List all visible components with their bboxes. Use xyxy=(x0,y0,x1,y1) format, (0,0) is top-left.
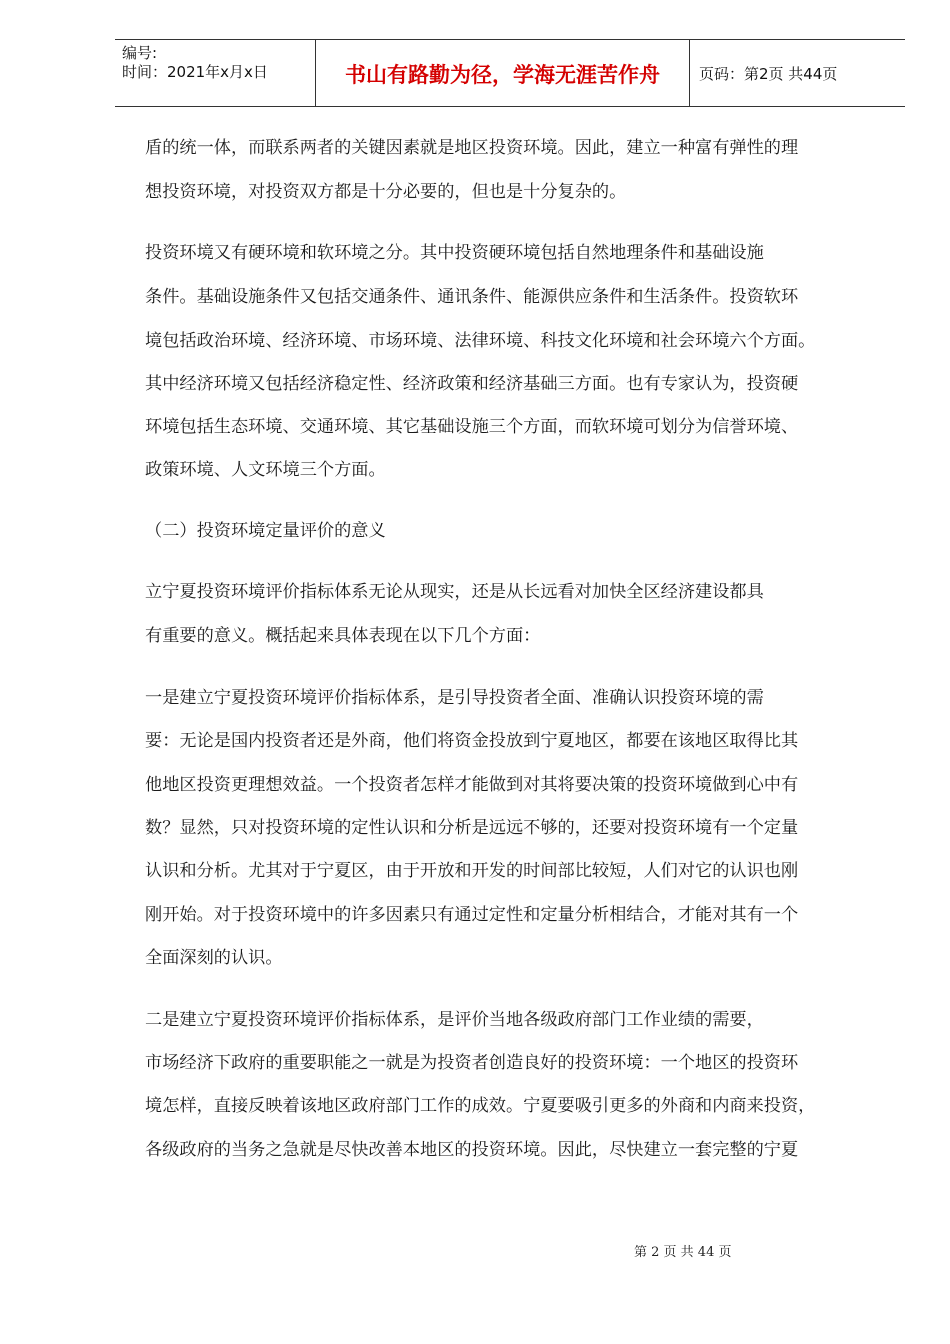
body-line: 环境包括生态环境、交通环境、其它基础设施三个方面，而软环境可划分为信誉环境、 xyxy=(145,417,799,437)
body-line: 数？显然，只对投资环境的定性认识和分析是远远不够的，还要对投资环境有一个定量 xyxy=(145,818,799,838)
body-line: 有重要的意义。概括起来具体表现在以下几个方面： xyxy=(145,626,541,646)
body-line: 全面深刻的认识。 xyxy=(145,948,283,968)
body-line: 其中经济环境又包括经济稳定性、经济政策和经济基础三方面。也有专家认为，投资硬 xyxy=(145,374,799,394)
body-line: 境包括政治环境、经济环境、市场环境、法律环境、科技文化环境和社会环境六个方面。 xyxy=(145,331,816,351)
body-line: 他地区投资更理想效益。一个投资者怎样才能做到对其将要决策的投资环境做到心中有 xyxy=(145,775,799,795)
body-line: 立宁夏投资环境评价指标体系无论从现实，还是从长远看对加快全区经济建设都具 xyxy=(145,582,764,602)
time-label: 时间：2021年x月x日 xyxy=(122,63,268,81)
header-meta-cell xyxy=(115,40,316,106)
body-line: 条件。基础设施条件又包括交通条件、通讯条件、能源供应条件和生活条件。投资软环 xyxy=(145,287,799,307)
body-line: 各级政府的当务之急就是尽快改善本地区的投资环境。因此，尽快建立一套完整的宁夏 xyxy=(145,1140,799,1160)
body-line: 市场经济下政府的重要职能之一就是为投资者创造良好的投资环境：一个地区的投资环 xyxy=(145,1053,799,1073)
header-motto-cell xyxy=(316,40,690,106)
body-line: 二是建立宁夏投资环境评价指标体系，是评价当地各级政府部门工作业绩的需要， xyxy=(145,1010,764,1030)
body-line: 要：无论是国内投资者还是外商，他们将资金投放到宁夏地区，都要在该地区取得比其 xyxy=(145,731,799,751)
page-footer: 第 2 页 共 44 页 xyxy=(634,1245,732,1260)
body-line: 境怎样，直接反映着该地区政府部门工作的成效。宁夏要吸引更多的外商和内商来投资， xyxy=(145,1096,816,1116)
body-line: 盾的统一体，而联系两者的关键因素就是地区投资环境。因此，建立一种富有弹性的理 xyxy=(145,138,799,158)
motto-text: 书山有路勤为径，学海无涯苦作舟 xyxy=(345,63,660,87)
document-header xyxy=(115,39,905,107)
body-line: 一是建立宁夏投资环境评价指标体系，是引导投资者全面、准确认识投资环境的需 xyxy=(145,688,764,708)
body-line: 想投资环境，对投资双方都是十分必要的，但也是十分复杂的。 xyxy=(145,182,627,202)
body-line: 投资环境又有硬环境和软环境之分。其中投资硬环境包括自然地理条件和基础设施 xyxy=(145,243,764,263)
body-line: 认识和分析。尤其对于宁夏区，由于开放和开发的时间部比较短，人们对它的认识也刚 xyxy=(145,861,799,881)
body-line: 政策环境、人文环境三个方面。 xyxy=(145,460,386,480)
page-info: 页码：第2页 共44页 xyxy=(699,65,838,83)
section-heading: （二）投资环境定量评价的意义 xyxy=(145,521,386,541)
number-label: 编号: xyxy=(122,44,158,62)
header-page-cell xyxy=(690,40,905,106)
body-line: 刚开始。对于投资环境中的许多因素只有通过定性和定量分析相结合，才能对其有一个 xyxy=(145,905,799,925)
